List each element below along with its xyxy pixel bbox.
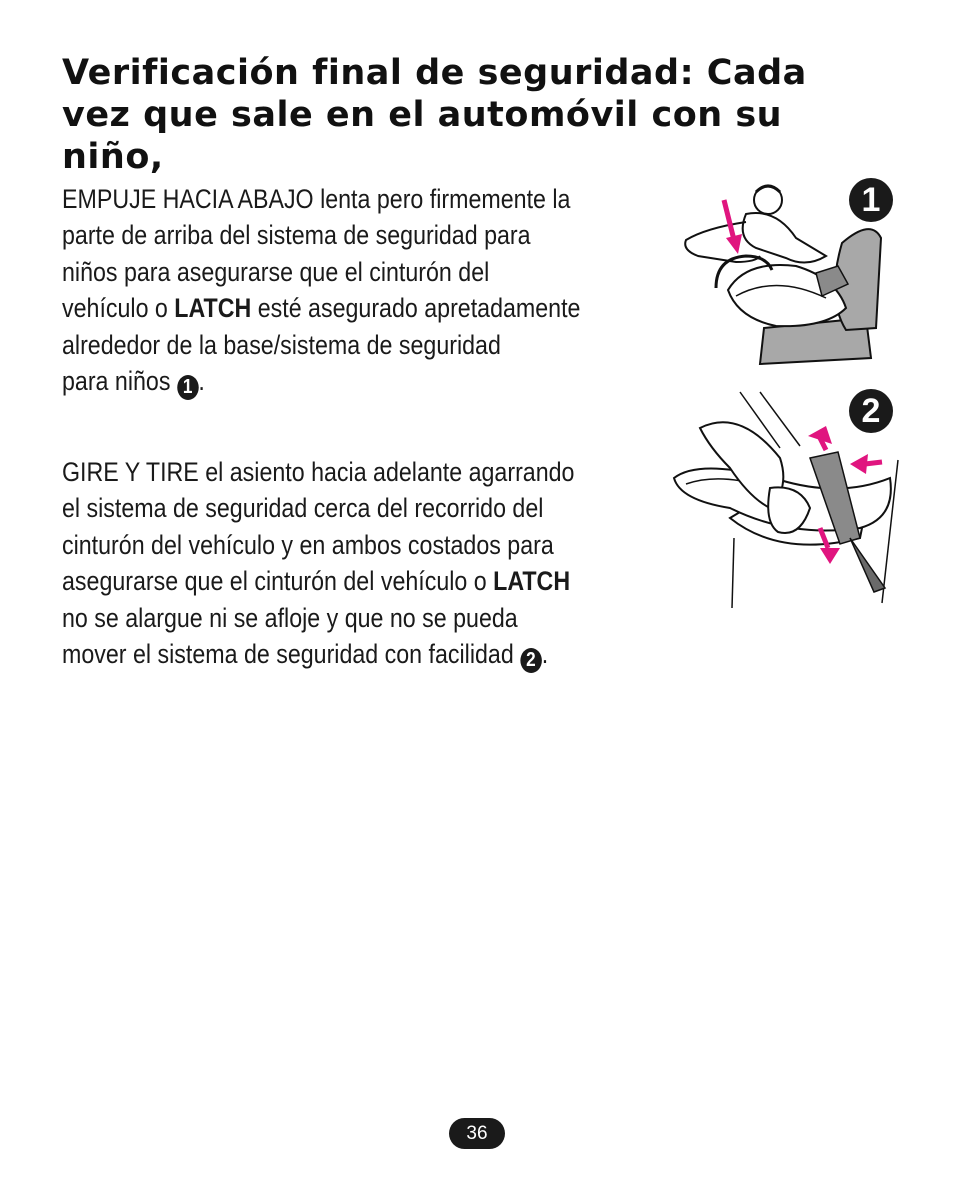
step-2-line-6: mover el sistema de seguridad con facilidad xyxy=(62,639,521,670)
figure-1-number-icon: 1 xyxy=(849,178,893,222)
step-1-line-5: alrededor de la base/sistema de seguridad xyxy=(62,329,501,360)
step-2-instructions xyxy=(62,454,574,673)
step-2-line-4a: asegurarse que el cinturón del vehículo o xyxy=(62,566,494,597)
step-2-line-1: GIRE Y TIRE el asiento hacia adelante agarrando xyxy=(62,457,575,487)
figure-2-pull-seat-illustration xyxy=(660,388,900,610)
figure-2-number-icon: 2 xyxy=(849,389,893,433)
page-title: Verificación final de seguridad: Cada vez que sale en el automóvil con su niño, xyxy=(62,53,807,177)
step-2-end: . xyxy=(541,639,549,670)
step-2-line-2: el sistema de seguridad cerca del recorrido del xyxy=(62,493,544,524)
push-down-arrow-icon xyxy=(726,234,742,254)
step-1-line-4b: esté asegurado apretadamente xyxy=(251,293,581,324)
page-number-badge: 36 xyxy=(449,1118,505,1149)
latch-term: LATCH xyxy=(174,293,252,324)
step-1-end: . xyxy=(198,366,205,397)
step-1-line-6: para niños xyxy=(62,366,177,397)
step-1-line-4a: vehículo o xyxy=(62,293,175,324)
step-1-instructions xyxy=(62,181,580,400)
step-1-line-2: parte de arriba del sistema de seguridad para xyxy=(62,220,531,251)
pull-down-arrow-icon xyxy=(820,548,840,564)
figure-1-push-down-illustration xyxy=(676,178,886,368)
step-2-line-3: cinturón del vehículo y en ambos costados para xyxy=(62,529,554,560)
step-1-line-3: niños para asegurarse que el cinturón del xyxy=(62,256,490,287)
person-body xyxy=(743,213,826,263)
step-2-line-5: no se alargue ni se afloje y que no se pueda xyxy=(62,602,518,633)
latch-term: LATCH xyxy=(493,566,571,597)
step-2-inline-number-icon: 2 xyxy=(520,648,542,673)
step-1-inline-number-icon: 1 xyxy=(177,375,199,400)
step-1-line-1: EMPUJE HACIA ABAJO lenta pero firmemente la xyxy=(62,184,571,214)
